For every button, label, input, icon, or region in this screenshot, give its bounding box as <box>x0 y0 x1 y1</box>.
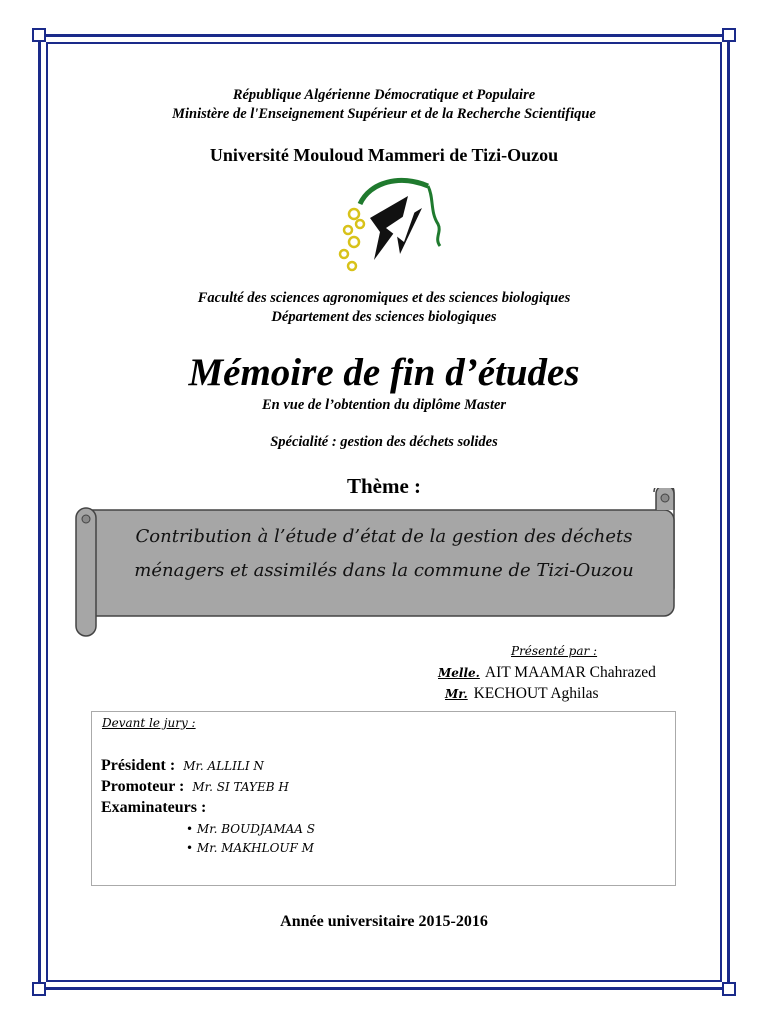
theme-line-1: Contribution à l’étude d’état de la gestion des déchets <box>135 526 633 547</box>
examinateurs-label: Examinateurs : <box>101 799 207 816</box>
examinateur-name: Mr. MAKHLOUF M <box>196 841 314 855</box>
president-label: Président : <box>101 757 176 774</box>
author-2-title: Mr. <box>445 687 468 701</box>
department-line: Département des sciences biologiques <box>271 309 497 325</box>
theme-label: Thème : <box>346 474 422 498</box>
president-name: Mr. ALLILI N <box>183 759 264 773</box>
theme-line-2: ménagers et assimilés dans la commune de Tizi-Ouzou <box>134 560 634 581</box>
ministry-line: Ministère de l'Enseignement Supérieur et de la Recherche Scientifique <box>172 106 596 122</box>
author-1-name: AIT MAAMAR Chahrazed <box>484 664 656 681</box>
jury-label: Devant le jury : <box>102 716 196 730</box>
bullet: • <box>186 822 194 836</box>
theme-text <box>96 520 672 588</box>
border-corner <box>722 28 736 42</box>
jury-examinateurs <box>101 799 206 817</box>
border-corner <box>32 982 46 996</box>
university-name: Université Mouloud Mammeri de Tizi-Ouzou <box>209 145 559 165</box>
author-1 <box>438 664 656 682</box>
document-title: Mémoire de fin d’études <box>188 351 580 394</box>
republic-line: République Algérienne Démocratique et Populaire <box>232 87 536 103</box>
promoteur-name: Mr. SI TAYEB H <box>192 780 289 794</box>
document-subtitle: En vue de l’obtention du diplôme Master <box>261 397 507 413</box>
examinateur-item <box>186 841 314 855</box>
border-corner <box>722 982 736 996</box>
author-2 <box>445 685 599 703</box>
author-2-name: KECHOUT Aghilas <box>473 685 599 702</box>
jury-president <box>101 757 264 775</box>
university-logo <box>330 168 448 282</box>
examinateur-item <box>186 822 315 836</box>
examinateur-name: Mr. BOUDJAMAA S <box>196 822 315 836</box>
speciality-line: Spécialité : gestion des déchets solides <box>270 434 498 450</box>
bullet: • <box>186 841 194 855</box>
author-1-title: Melle. <box>438 666 480 680</box>
promoteur-label: Promoteur : <box>101 778 185 795</box>
presented-by-label: Présenté par : <box>511 644 598 658</box>
faculty-line: Faculté des sciences agronomiques et des sciences biologiques <box>197 290 571 306</box>
border-corner <box>32 28 46 42</box>
jury-promoteur <box>101 778 289 796</box>
academic-year: Année universitaire 2015-2016 <box>280 913 488 930</box>
